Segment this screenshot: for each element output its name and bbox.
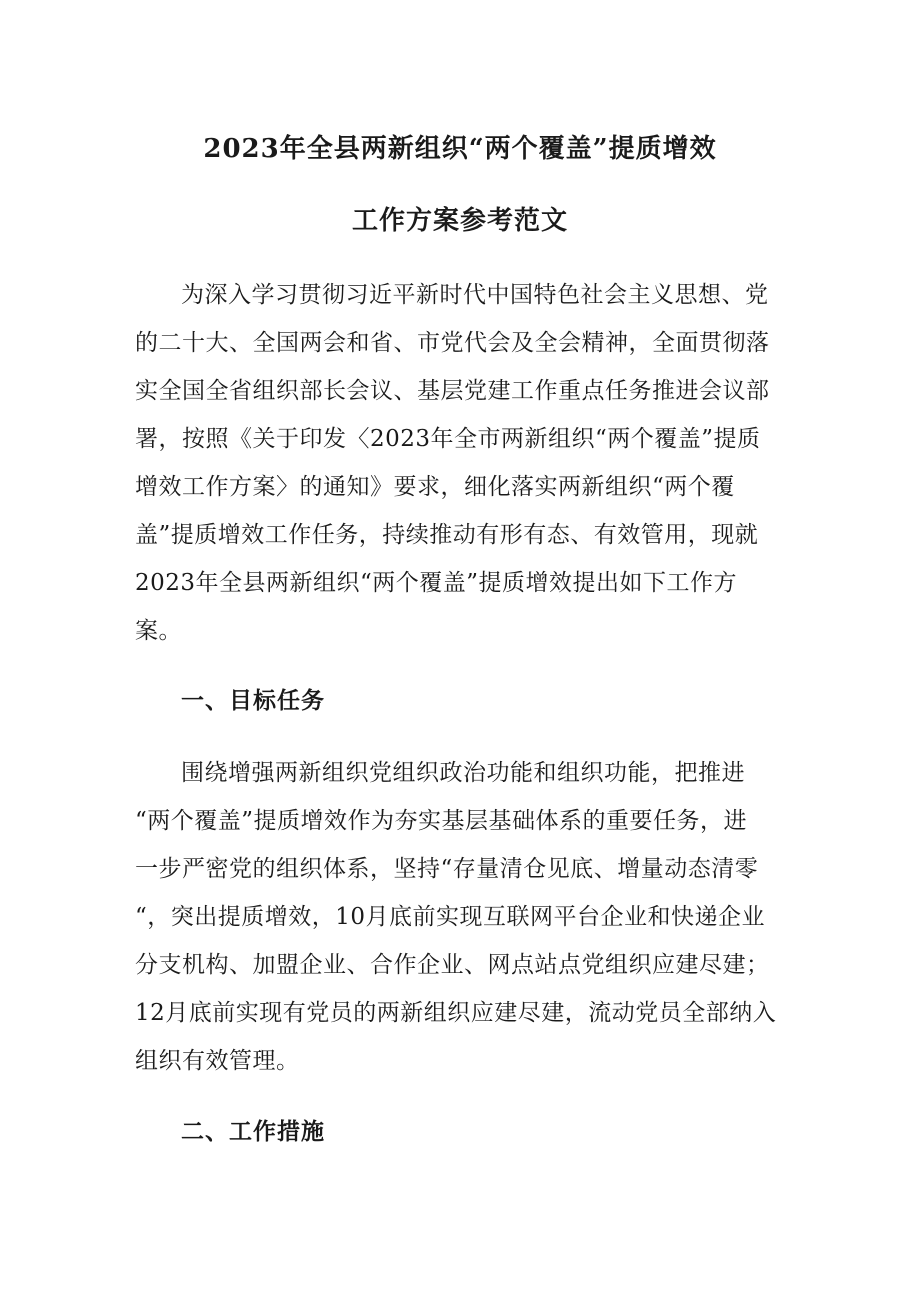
intro-paragraph bbox=[135, 271, 775, 655]
paragraph-line: 一步严密党的组织体系，坚持“存量清仓见底、增量动态清零 bbox=[135, 856, 759, 882]
section-heading-goals: 一、目标任务 bbox=[181, 687, 325, 714]
paragraph-line: 实全国全省组织部长会议、基层党建工作重点任务推进会议部 bbox=[135, 378, 770, 404]
paragraph-line: 为深入学习贯彻习近平新时代中国特色社会主义思想、党 bbox=[181, 282, 769, 308]
goals-paragraph bbox=[135, 749, 775, 1085]
paragraph-line: 署，按照《关于印发〈2023年全市两新组织“两个覆盖”提质 bbox=[135, 426, 761, 452]
paragraph-line: “两个覆盖”提质增效作为夯实基层基础体系的重要任务，进 bbox=[135, 808, 748, 834]
paragraph-line: 的二十大、全国两会和省、市党代会及全会精神，全面贯彻落 bbox=[135, 330, 770, 356]
paragraph-line: 分支机构、加盟企业、合作企业、网点站点党组织应建尽建； bbox=[135, 952, 770, 978]
document-title-line-2: 工作方案参考范文 bbox=[351, 206, 568, 236]
paragraph-line: 盖”提质增效工作任务，持续推动有形有态、有效管用，现就 bbox=[135, 522, 759, 548]
paragraph-line: 围绕增强两新组织党组织政治功能和组织功能，把推进 bbox=[181, 760, 745, 786]
paragraph-line: 案。 bbox=[135, 618, 182, 644]
document-title-line-1: 2023年全县两新组织“两个覆盖”提质增效 bbox=[203, 134, 717, 164]
paragraph-line: 增效工作方案〉的通知》要求，细化落实两新组织“两个覆 bbox=[135, 474, 735, 500]
paragraph-line: “，突出提质增效，10月底前实现互联网平台企业和快递企业 bbox=[135, 904, 766, 930]
paragraph-line: 12月底前实现有党员的两新组织应建尽建，流动党员全部纳入 bbox=[135, 1000, 777, 1026]
paragraph-line: 组织有效管理。 bbox=[135, 1048, 300, 1074]
section-heading-measures: 二、工作措施 bbox=[181, 1118, 325, 1145]
paragraph-line: 2023年全县两新组织“两个覆盖”提质增效提出如下工作方 bbox=[135, 570, 738, 596]
